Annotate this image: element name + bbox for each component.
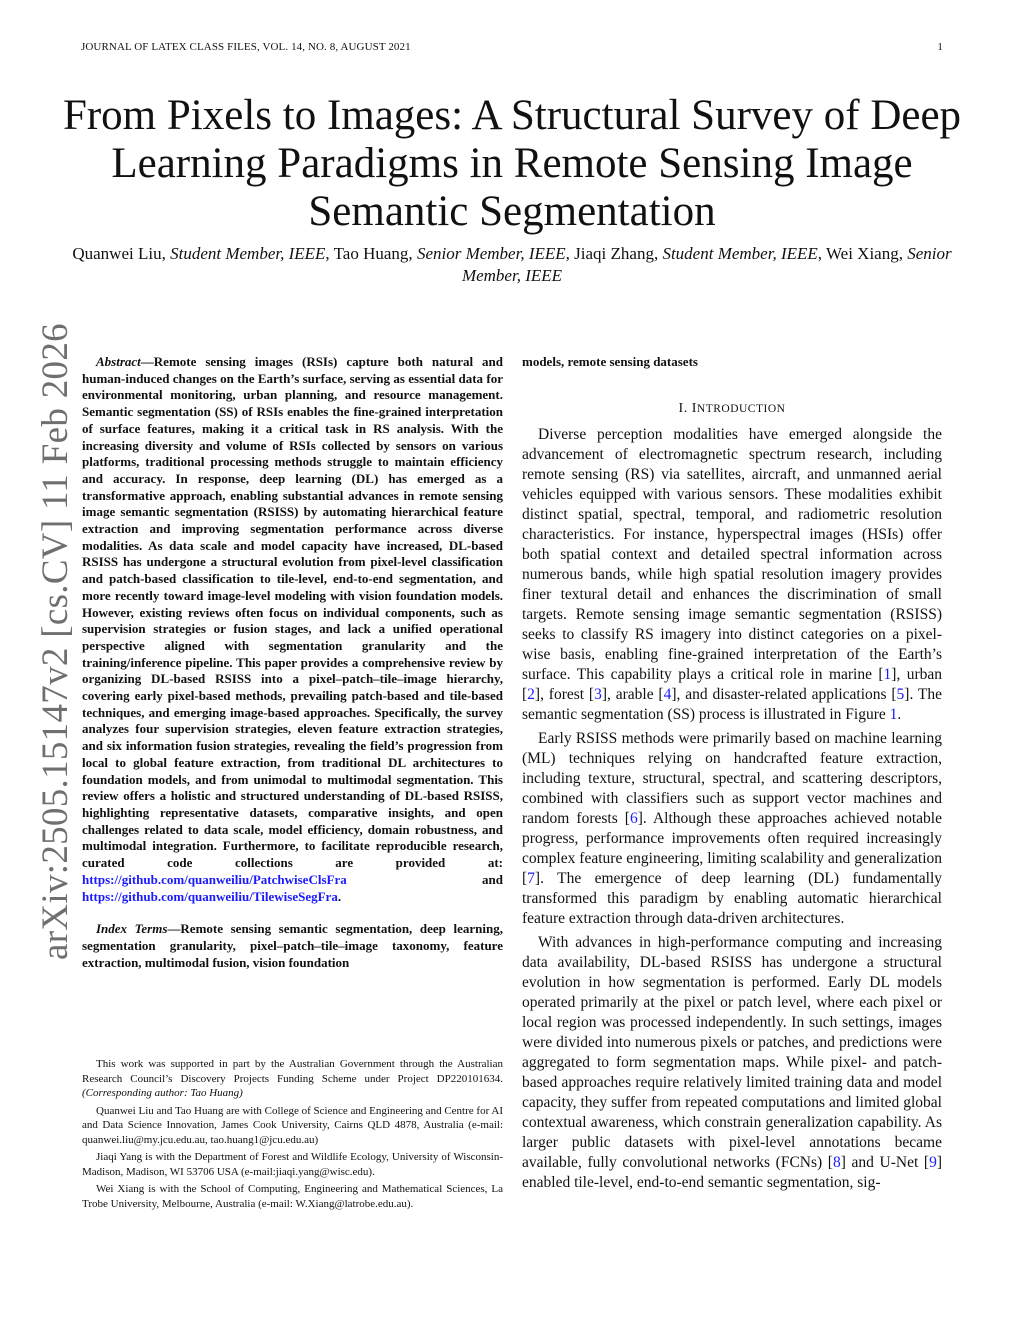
journal-name: JOURNAL OF LATEX CLASS FILES, VOL. 14, NO. 8, AUGUST 2021 — [81, 41, 411, 53]
page-number: 1 — [937, 41, 943, 53]
paragraph-text: Early RSISS methods were primarily based on machine learning (ML) techniques relying on handcrafted feature extraction, including texture, structural, spectral, and scattering descriptors, combined with classifiers such as support vector machines and random forests [ — [522, 729, 942, 827]
intro-paragraph-1 — [522, 425, 942, 725]
section-number: I. — [678, 400, 692, 416]
footnote-text: This work was supported in part by the Australian Government through the Australian Research Council’s Discovery Projects Funding Scheme under Project DP220101634. — [82, 1058, 503, 1085]
paragraph-text: . — [897, 705, 902, 723]
paragraph-text: ], arable [ — [601, 685, 664, 703]
paragraph-text: ]. The emergence of deep learning (DL) fundamentally transformed this paradigm by enabling automatic hierarchical feature extraction through data-driven architectures. — [522, 869, 942, 927]
footnote-funding — [82, 1057, 503, 1101]
code-link-patchwise[interactable]: https://github.com/quanweiliu/PatchwiseClsFra — [82, 871, 347, 887]
citation-link[interactable]: 3 — [594, 685, 602, 703]
code-link-tilewise[interactable]: https://github.com/quanweiliu/TilewiseSegFra — [82, 888, 338, 904]
paragraph-text: ] enabled tile-level, end-to-end semantic segmentation, sig- — [522, 1153, 942, 1191]
arxiv-identifier: arXiv:2505.15147v2 [cs.CV] 11 Feb 2026 — [35, 323, 76, 960]
figure-link[interactable]: 1 — [889, 705, 898, 723]
abstract-label: Abstract — [96, 354, 141, 369]
section-heading-introduction — [522, 401, 942, 417]
intro-paragraph-3 — [522, 933, 942, 1193]
author-list — [60, 243, 964, 287]
paragraph-text: ]. Although these approaches achieved notable progress, performance improvements often required increasingly complex feature engineering, limiting scalability and generalization [ — [522, 809, 942, 887]
paper-title: From Pixels to Images: A Structural Survey of Deep Learning Paradigms in Remote Sensing Image Semantic Segmentation — [62, 92, 962, 235]
index-terms-text: —Remote sensing semantic segmentation, deep learning, segmentation granularity, pixel–patch–tile–image taxonomy, feature extraction, multimodal fusion, vision foundation — [82, 921, 503, 970]
left-column — [82, 354, 503, 971]
abstract-and: and — [346, 871, 503, 887]
footnote-affiliation-jcu: Quanwei Liu and Tao Huang are with College of Science and Engineering and Centre for AI and Data Science Innovation, James Cook University, Cairns QLD 4878, Australia (e-mail: quanwei.liu@my.jcu.edu.au, tao.huang1@jcu.edu.au) — [82, 1104, 503, 1146]
section-title-initial: I — [691, 400, 697, 416]
citation-link[interactable]: 5 — [896, 685, 905, 703]
paragraph-text: Diverse perception modalities have emerged alongside the advancement of electromagnetic spectrum research, including remote sensing (RS) via satellites, aircraft, and unmanned aerial vehicles equipped with various sensors. These modalities exhibit distinct spatial, spectral, temporal, and radiometric resolution characteristics. For instance, hyperspectral images (HSIs) offer both spatial context and detailed spectral information across numerous bands, while high spatial resolution imagery provides finer textural detail and enhances the discrimination of small targets. Remote sensing image semantic segmentation (RSISS) seeks to classify RS imagery into distinct categories on a pixel-wise basis, enabling fine-grained interpretation of the Earth’s surface. This capability plays a critical role in marine [ — [522, 425, 942, 683]
footnote-affiliation-latrobe: Wei Xiang is with the School of Computing, Engineering and Mathematical Sciences, La Trobe University, Melbourne, Australia (e-mail: W.Xiang@latrobe.edu.au). — [82, 1183, 503, 1210]
footnote-affiliation-wisc: Jiaqi Yang is with the Department of Forest and Wildlife Ecology, University of Wisconsin-Madison, Madison, WI 53706 USA (e-mail:jiaqi.yang@wisc.edu). — [82, 1151, 503, 1178]
author-name: , Tao Huang, — [325, 244, 413, 263]
paragraph-text: ], and disaster-related applications [ — [671, 685, 897, 703]
paragraph-text: ], urban [ — [522, 665, 943, 703]
author-role: Student Member, IEEE — [662, 244, 818, 263]
paragraph-text: ], forest [ — [534, 685, 595, 703]
citation-link[interactable]: 1 — [883, 665, 892, 683]
running-head — [81, 41, 943, 53]
citation-link[interactable]: 9 — [929, 1153, 937, 1171]
paragraph-text: ]. The semantic segmentation (SS) process is illustrated in Figure — [522, 685, 942, 723]
intro-paragraph-2 — [522, 729, 942, 929]
author-role: Senior Member, IEEE — [416, 244, 566, 263]
citation-link[interactable]: 7 — [527, 869, 535, 887]
author-role: Senior Member, IEEE — [461, 244, 952, 285]
index-terms-continued: models, remote sensing datasets — [522, 354, 698, 369]
paragraph-text: With advances in high-performance computing and increasing data availability, DL-based RSISS has undergone a structural evolution in how segmentation is performed. Early DL models operated primarily at the pixel or patch level, where each pixel or local region was processed independently. In such settings, images were divided into numerous pixels or patches, and predictions were aggregated to form segmentation maps. While pixel- and patch-based approaches require relatively limited training data and model capacity, they suffer from repeated computations and limited global contextual awareness, which constrain generalization capability. As larger public datasets with pixel-level annotations became available, fully convolutional networks (FCNs) [ — [522, 933, 942, 1171]
author-name: , Jiaqi Zhang, — [565, 244, 659, 263]
abstract — [82, 354, 503, 905]
right-column — [522, 354, 942, 1197]
abstract-text: —Remote sensing images (RSIs) capture both natural and human-induced changes on the Earth’s surface, serving as essential data for environmental monitoring, urban planning, and resource management. Semantic segmentation (SS) of RSIs enables the fine-grained interpretation of surface features, making it a critical task in RS analysis. With the increasing diversity and volume of RSIs collected by sensors on various platforms, traditional processing methods struggle to maintain efficiency and accuracy. In response, deep learning (DL) has emerged as a transformative approach, enabling substantial advances in remote sensing image semantic segmentation (RSISS) by automating hierarchical feature extraction and improving segmentation performance across diverse modalities. As data scale and model capacity have increased, DL-based RSISS has undergone a structural evolution from pixel-level classification and patch-based classification to tile-level, end-to-end segmentation, and more recently toward image-level modeling with vision foundation models. However, existing reviews often focus on individual components, such as supervision strategies or fusion stages, and lack a unified operational perspective aligned with segmentation granularity and the training/inference pipeline. This paper provides a comprehensive review by organizing DL-based RSISS into a pixel–patch–tile–image hierarchy, covering early pixel-based methods, prevailing patch-based and tile-based techniques, and emerging image-based approaches. Specifically, the survey analyzes four supervision strategies, eleven feature extraction strategies, and six information fusion strategies, revealing the field’s progression from local to global feature extraction, from traditional DL architectures to foundation models, and from unimodal to multimodal segmentation. This review offers a holistic and structured understanding of DL-based RSISS, highlighting representative datasets, comparative insights, and open challenges related to data scale, model efficiency, domain robustness, and multimodal integration. Furthermore, to facilitate reproducible research, curated code collections are provided at: — [82, 354, 503, 871]
author-name: Quanwei Liu, — [72, 244, 166, 263]
index-terms — [82, 921, 503, 971]
section-title-rest: NTRODUCTION — [696, 402, 786, 415]
footnotes — [82, 1057, 503, 1214]
author-name: , Wei Xiang, — [817, 244, 903, 263]
paragraph-text: ] and U-Net [ — [840, 1153, 930, 1171]
citation-link[interactable]: 6 — [629, 809, 638, 827]
index-terms-label: Index Terms — [96, 921, 168, 937]
corresponding-author: (Corresponding author: Tao Huang) — [82, 1087, 243, 1099]
author-role: Student Member, IEEE — [170, 244, 326, 263]
citation-link[interactable]: 2 — [527, 685, 535, 703]
citation-link[interactable]: 4 — [663, 685, 672, 703]
citation-link[interactable]: 8 — [832, 1153, 841, 1171]
abstract-end: . — [337, 888, 342, 904]
